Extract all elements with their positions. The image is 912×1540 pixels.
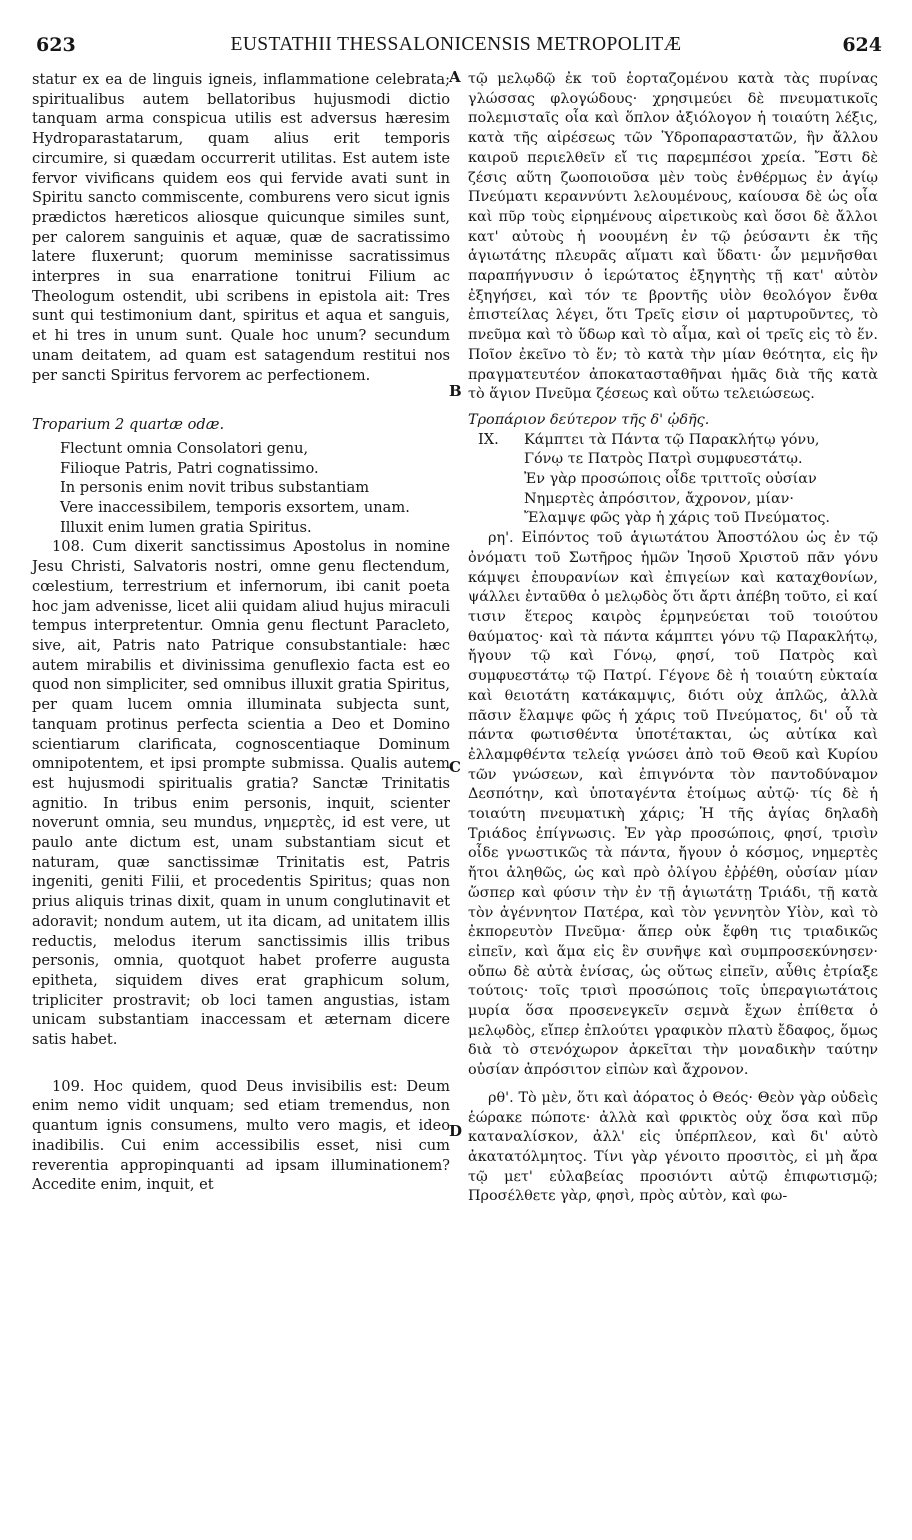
latin-opening-paragraph: statur ex ea de linguis igneis, inflammatione celebrata; spiritualibus autem bellatoribus hujusmodi dictio tanquam arma conspicua utilis est adversus hæresim Hydroparastatarum, quam alius erit temporis circumire, si quædam occurrerit utilitas. Est autem iste fervor vivificans quidem eos qui fervide avati sunt in Spiritu sancto commiscente, comburens vero sicut ignis prædictos hæreticos aliosque quicunque similes sunt, per calorem sanguinis et aquæ, quæ de sacratissimo latere fluxerunt; quorum meminisse sacratissimus interpres in sua enarratione tonitrui Filium ac Theologum ostendit, ubi scribens in epistola ait: Tres sunt qui testimonium dant, spiritus et aqua et sanguis, et hi tres in unum sunt. Quale hoc unum? secundum unam deitatem, ad quam est satagendum restitui nos per sancti Spiritus fervorem ac perfectionem.: [32, 71, 450, 384]
latin-column: [32, 70, 450, 1195]
greek-paragraph-rh: ρη'. Εἰπόντος τοῦ ἁγιωτάτου Ἀποστόλου ὡς ἐν τῷ ὀνόματι τοῦ Σωτῆρος ἡμῶν Ἰησοῦ Χριστοῦ πᾶν γόνυ κάμψει ἐπουρανίων καὶ ἐπιγείων καὶ καταχθονίων, ψάλλει ἐνταῦθα ὁ μελῳδὸς ὅτι ἄρτι ἀπέβη τοῦτο, εἰ καί τισιν ἕτερος καιρὸς ἑρμηνεύεται τοῦ τοιούτου θαύματος· καὶ τὰ πάντα κάμπτει γόνυ τῷ Παρακλήτῳ, ἤγουν τῷ καὶ Γόνῳ, φησί, τοῦ Πατρὸς καὶ συμφυεστάτῳ τῷ Πατρί. Γέγονε δὲ ἡ τοιαύτη εὐκταία καὶ θειοτάτη κατάκαμψις, διότι οὐχ ἁπλῶς, ἀλλὰ πᾶσιν ἔλαμψε φῶς ἡ χάρις τοῦ Πνεύματος, δι' οὗ τὰ πάντα φωτισθέντα ὑποτέτακται, ὡς αὐτίκα καὶ ἐλλαμφθέντα τελείᾳ γνώσει ἀπὸ τοῦ Θεοῦ καὶ Κυρίου τῶν γνώσεων, καὶ ἐπιγνόντα τὸν παντοδύναμον Δεσπότην, καὶ ὑποταγέντα ἑτοίμως αὐτῷ· τίς δὲ ἡ τοιαύτη πνευματικὴ χάρις; Ἡ τῆς ἁγίας δηλαδὴ Τριάδος ἐπίγνωσις. Ἐν γὰρ προσώποις, φησί, τρισὶν οἶδε γνωστικῶς τὰ πάντα, ἤγουν ὁ κόσμος, νημερτὲς ἤτοι ἀληθῶς, ὡς καὶ πρὸ ὀλίγου ἐῤῥέθη, οὐσίαν μίαν ὥσπερ καὶ φύσιν τὴν ἐν τῇ ἁγιωτάτῃ Τριάδι, τῇ κατὰ τὸν ἀγέννητον Πατέρα, καὶ τὸν γεννητὸν Υἱὸν, καὶ τὸ ἐκπορευτὸν Πνεῦμα· ἅπερ οὐκ ἔφθη τις τριαδικῶς εἰπεῖν, καὶ ἅμα εἰς ἓν συνῆψε καὶ συμπροσεκύνησεν· οὔπω δὲ αὐτὰ ἑνίσας, ὡς οὕτως εἰπεῖν, αὖθις ἐτρίαξε τούτοις· τοῖς τρισὶ προσώποις τοῖς ὑπεραγιωτάτοις μυρία ὅσα προσενεγκεῖν σεμνὰ ἔχων ἐπίθετα ὁ μελῳδὸς, εἴπερ ἐπλούτει γραφικὸν πλατὺ ἔδαφος, ὅμως διὰ τὸ στενόχωρον ἀρκεῖται τὴν μοναδικὴν ταύτην οὐσίαν ἀπρόσιτον εἰπὼν καὶ ἄχρονον.: [468, 530, 878, 1079]
latin-verse: Flectunt omnia Consolatori genu,: [60, 439, 309, 457]
greek-column: [468, 70, 878, 1207]
latin-verse: Vere inaccessibilem, temporis exsortem, unam.: [60, 499, 410, 517]
greek-opening-paragraph: τῷ μελῳδῷ ἐκ τοῦ ἑορταζομένου κατὰ τὰς πυρίνας γλώσσας φλογώδους· χρησιμεύει δὲ πνευματικοῖς πολεμισταῖς οἷα καὶ ὅπλον ἀξιόλογον ἡ τοιαύτη λέξις, κατὰ τῆς αἱρέσεως τῶν Ὑδροπαραστατῶν, ἣν ἄλλου καιροῦ περιελθεῖν εἴ τις παρεμπέσοι χρεία. Ἔστι δὲ ζέσις αὕτη ζωοποιοῦσα μὲν τοὺς ἐνθέρμως ἐν ἁγίῳ Πνεύματι κεραννύντι λελουμένους, καίουσα δὲ ὡς οἷα καὶ πῦρ τοὺς εἰρημένους αἱρετικοὺς καὶ ὅσοι δὲ ἄλλοι κατ' αὐτοὺς ἡ νοουμένη ἐν τῷ ῥεύσαντι ἐκ τῆς ἁγιωτάτης πλευρᾶς αἵματι καὶ ὕδατι· ὧν μεμνῆσθαι παραπήγνυσιν ὁ ἱερώτατος ἐξηγητὴς τῇ κατ' αὐτὸν ἐξηγήσει, καὶ τόν τε βροντῆς υἱὸν θεολόγον ἔνθα ἐπιστείλας λέγει, ὅτι Τρεῖς εἰσιν οἱ μαρτυροῦντες, τὸ πνεῦμα καὶ τὸ ὕδωρ καὶ τὸ αἷμα, καὶ οἱ τρεῖς εἰς τὸ ἕν. Ποῖον ἐκεῖνο τὸ ἕν; τὸ κατὰ τὴν μίαν θεότητα, εἰς ἣν πραγματευτέον ἀποκατασταθῆναι ἡμᾶς διὰ τῆς κατὰ τὸ ἅγιον Πνεῦμα ζέσεως καὶ οὕτω τελειώσεως.: [468, 71, 878, 403]
latin-verse: Illuxit enim lumen gratia Spiritus.: [60, 518, 312, 536]
greek-verse: Ἔλαμψε φῶς γὰρ ἡ χάρις τοῦ Πνεύματος.: [524, 510, 830, 527]
greek-troparion-heading: Τροπάριον δεύτερον τῆς δ' ᾠδῆς.: [468, 411, 710, 428]
left-page-number: 623: [36, 34, 76, 56]
greek-verse: Γόνῳ τε Πατρὸς Πατρὶ συμφυεστάτῳ.: [524, 451, 803, 468]
margin-letter-b: B: [449, 382, 462, 400]
running-title: EUSTATHII THESSALONICENSIS METROPOLITÆ: [230, 34, 682, 55]
margin-letter-d: D: [449, 1122, 463, 1140]
latin-paragraph-108: 108. Cum dixerit sanctissimus Apostolus in nomine Jesu Christi, Salvatoris nostri, omne genu flectendum, cœlestium, terrestrium et infernorum, ibi canit poeta hoc jam advenisse, licet alii quidam aliud hujus miraculi tempus interpretentur. Omnia genu flectunt Paracleto, sive, ait, Patris nato Patrique consubstantiale: hæc autem mirabilis et divinissima genuflexio facta est eo quod non simpliciter, sed omnibus illuxit gratia Spiritus, per quam lucem omnia illuminata subjecta sunt, tanquam protinus perfecta scientia a Deo et Domino scientiarum clarificata, cognoscentiaque Dominum omnipotentem, et ipsi prompte submissa. Qualis autem est hujusmodi spiritualis gratia? Sanctæ Trinitatis agnitio. In tribus enim personis, inquit, scienter noverunt omnia, seu mundus, νημερτὲς, id est vere, ut paulo ante dictum est, unam substantiam sicut et naturam, quæ sanctissimæ Trinitatis est, Patris ingeniti, geniti Filii, et procedentis Spiritus; quas non prius aliquis trinas dixit, quam in unum conglutinavit et adoravit; nondum autem, ut ita dicam, ad unitatem illis reductis, melodus iterum sanctissimis illis tribus personis, omnia, quotquot habet proferre augusta epitheta, siquidem dives erat graphicum solum, tripliciter prostravit; ob loci tamen angustias, istam unicam substantiam inaccessam et æternam dicere satis habet.: [32, 538, 450, 1049]
greek-verse: Νημερτὲς ἀπρόσιτον, ἄχρονον, μίαν·: [524, 490, 794, 507]
running-header: [30, 12, 882, 56]
latin-paragraph-109: 109. Hoc quidem, quod Deus invisibilis est: Deum enim nemo vidit unquam; sed etiam tremendus, non quantum ignis consumens, multo vero magis, et ideo inadibilis. Cui enim accessibilis esset, nisi cum reverentia appropinquanti ad ipsam illuminationem? Accedite enim, inquit, et: [32, 1077, 450, 1194]
right-page-number: 624: [842, 34, 882, 56]
latin-verse: Filioque Patris, Patri cognatissimo.: [60, 459, 319, 477]
greek-verse-number: IX.: [478, 430, 499, 448]
greek-verse: Ἐν γὰρ προσώποις οἶδε τριττοῖς οὐσίαν: [524, 471, 817, 488]
latin-verse: In personis enim novit tribus substantiam: [60, 479, 370, 497]
greek-paragraph-rth: ρθ'. Τὸ μὲν, ὅτι καὶ ἀόρατος ὁ Θεός· Θεὸν γὰρ οὐδεὶς ἑώρακε πώποτε· ἀλλὰ καὶ φρικτὸς οὐχ ὅσα καὶ πῦρ καταναλίσκον, ἀλλ' εἰς ὑπέρπλεον, καὶ δι' αὐτὸ ἀκατατόλμητος. Τίνι γὰρ γένοιτο προσιτὸς, εἰ μὴ ἄρα τῷ μετ' εὐλαβείας προσιόντι αὐτῷ ἐπιφωτισμῷ; Προσέλθετε γὰρ, φησὶ, πρὸς αὐτὸν, καὶ φω-: [468, 1089, 878, 1205]
greek-verse: Κάμπτει τὰ Πάντα τῷ Παρακλήτῳ γόνυ,: [524, 431, 820, 448]
margin-letter-a: A: [449, 68, 461, 86]
margin-letter-c: C: [449, 758, 461, 776]
latin-troparion-heading: Troparium 2 quartæ odæ.: [32, 416, 225, 434]
